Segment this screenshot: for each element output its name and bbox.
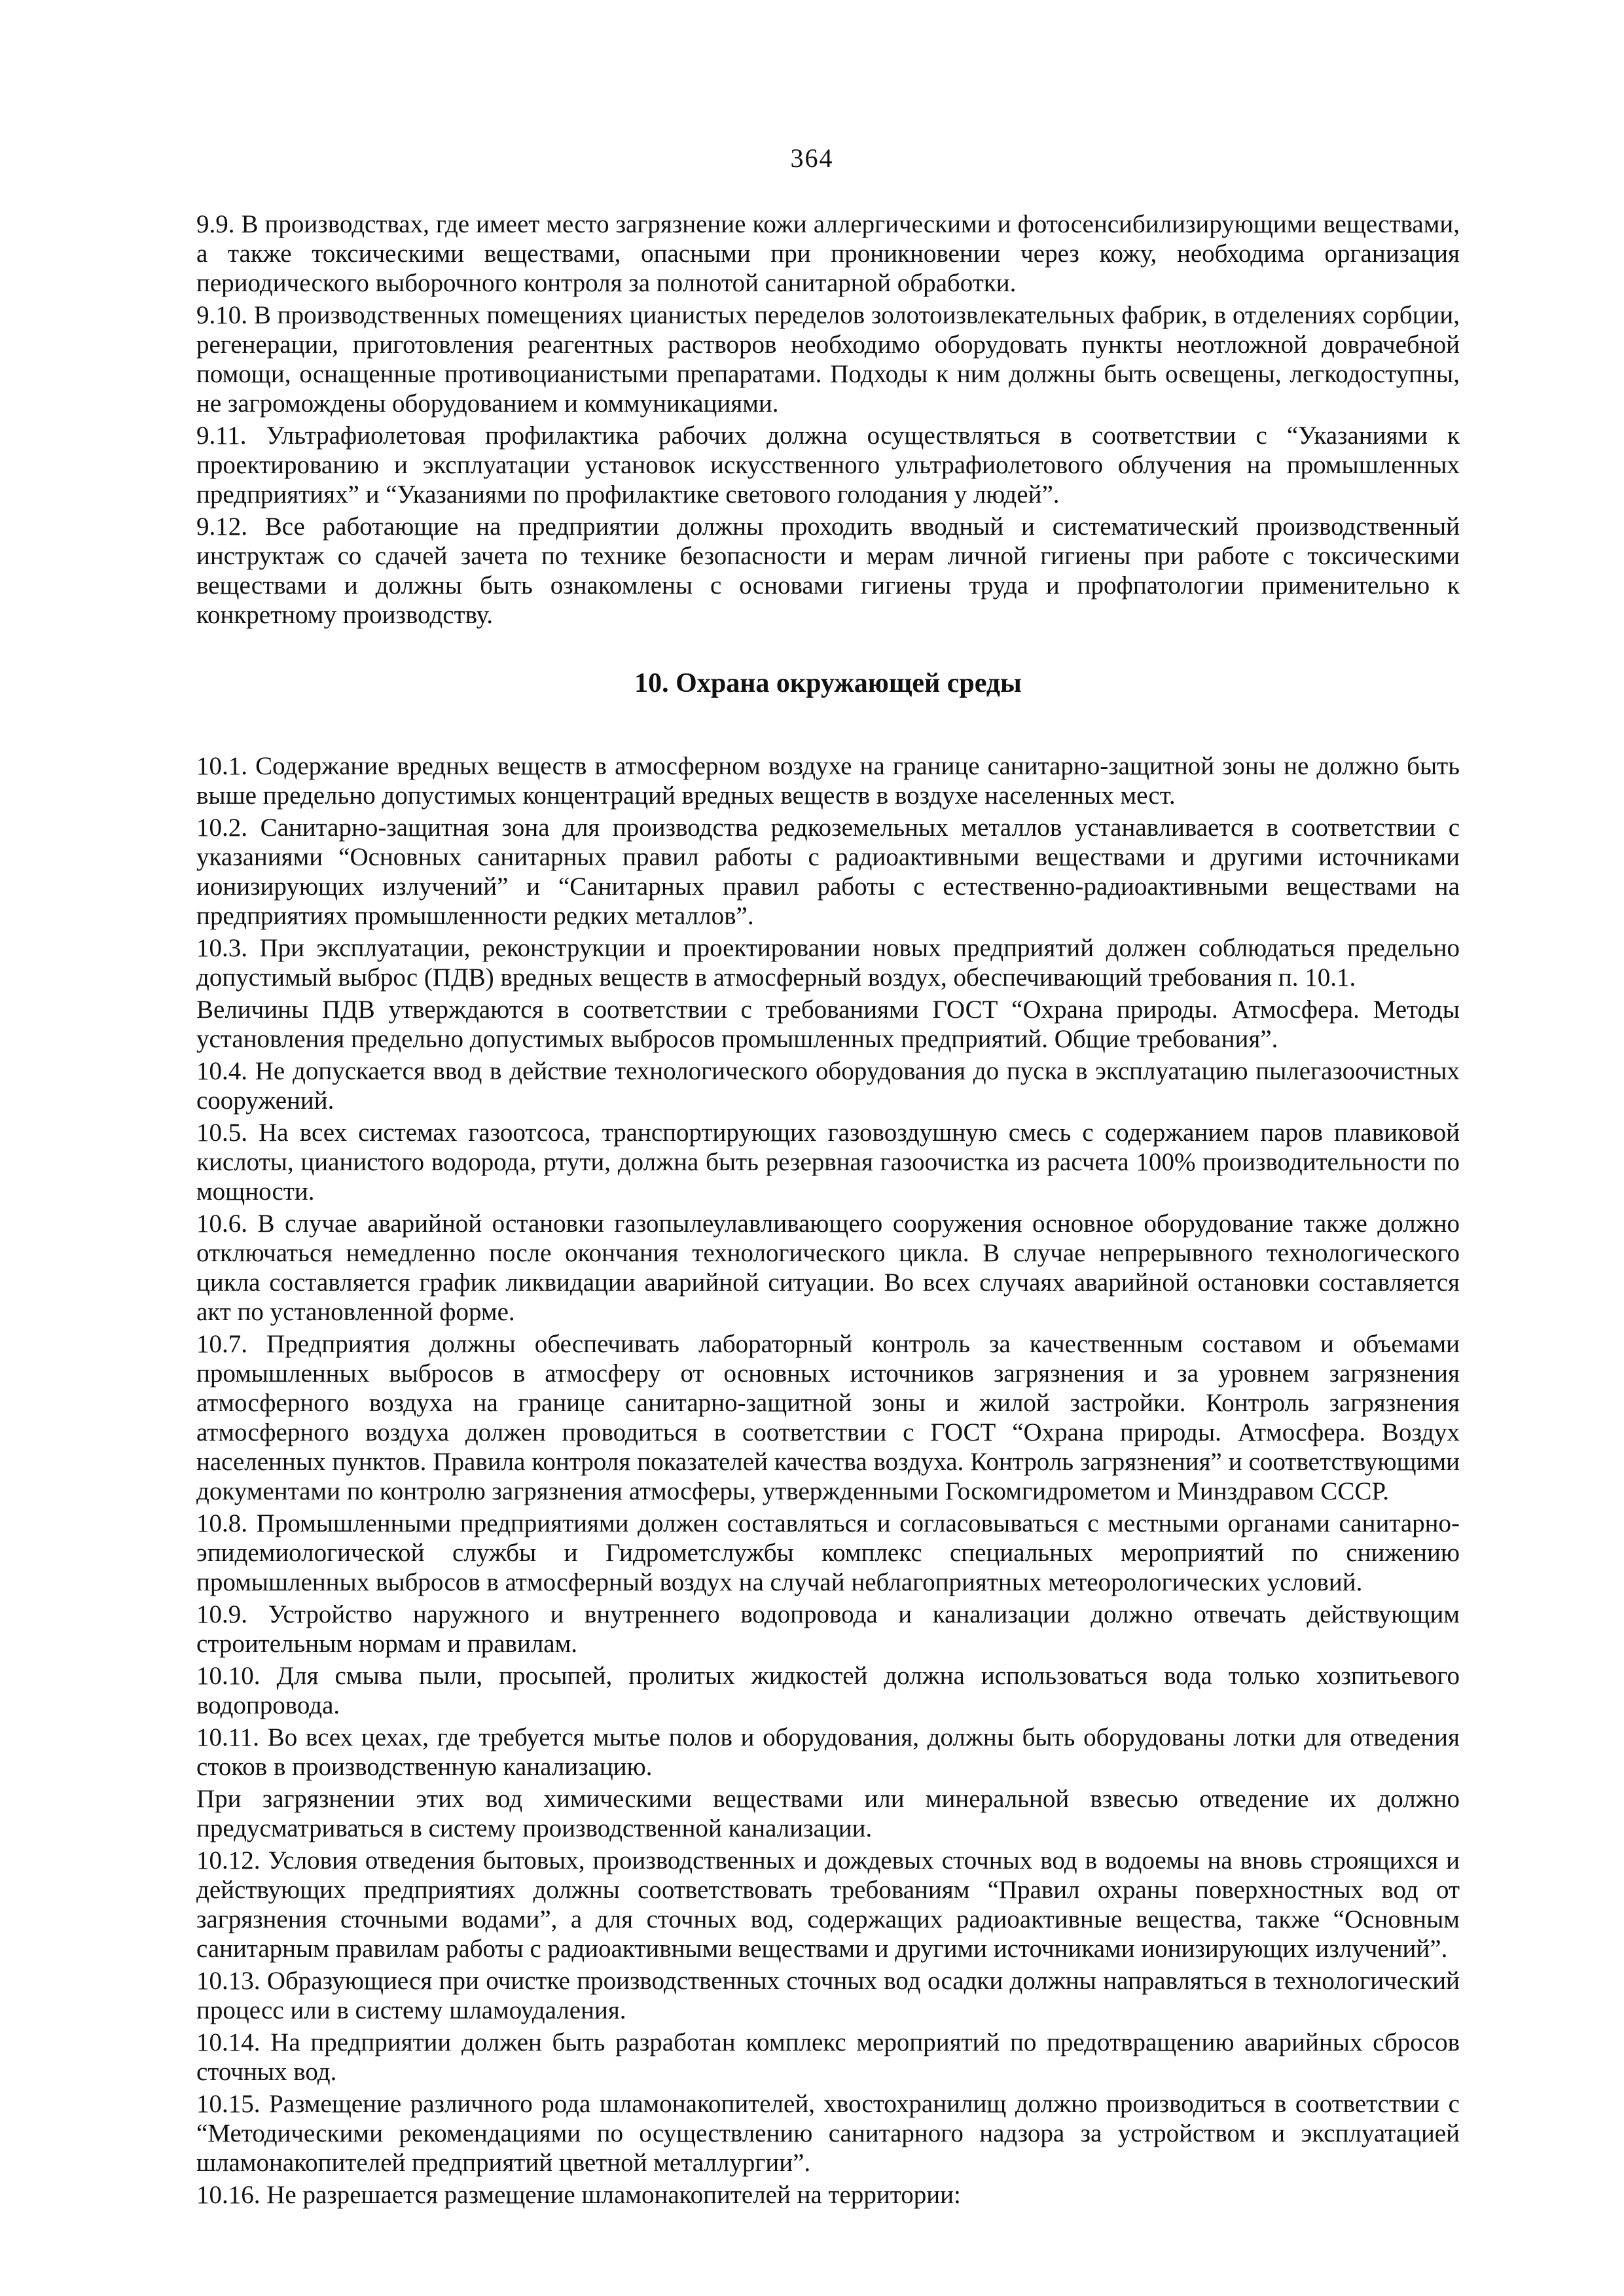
paragraph-10-3-pdv: Величины ПДВ утверждаются в соответствии с требованиями ГОСТ “Охрана природы. Атмосфера. Методы установления предельно допустимых выбросов промышленных предприятий. Общие требования”. — [196, 996, 1460, 1053]
paragraph-10-4: 10.4. Не допускается ввод в действие технологического оборудования до пуска в эксплуатацию пылегазоочистных сооружений. — [196, 1057, 1460, 1115]
paragraph-10-1: 10.1. Содержание вредных веществ в атмосферном воздухе на границе санитарно-защитной зоны не должно быть выше предельно допустимых концентраций вредных веществ в воздухе населенных мест. — [196, 752, 1460, 810]
page-body — [196, 209, 1460, 2212]
paragraph-10-11-pollution: При загрязнении этих вод химическими веществами или минеральной взвесью отведение их должно предусматриваться в систему производственной канализации. — [196, 1785, 1460, 1842]
paragraph-10-14: 10.14. На предприятии должен быть разработан комплекс мероприятий по предотвращению аварийных сбросов сточных вод. — [196, 2028, 1460, 2086]
paragraph-10-13: 10.13. Образующиеся при очистке производственных сточных вод осадки должны направляться в технологический процесс или в систему шламоудаления. — [196, 1967, 1460, 2024]
paragraph-10-12: 10.12. Условия отведения бытовых, производственных и дождевых сточных вод в водоемы на вновь строящихся и действующих предприятиях должны соответствовать требованиям “Правил охраны поверхностных вод от загрязнения сточными водами”, а для сточных вод, содержащих радиоактивные вещества, также “Основным санитарным правилам работы с радиоактивными веществами и другими источниками ионизирующих излучений”. — [196, 1846, 1460, 1963]
paragraph-10-11: 10.11. Во всех цехах, где требуется мытье полов и оборудования, должны быть оборудованы лотки для отведения стоков в производственную канализацию. — [196, 1723, 1460, 1781]
page-number: 364 — [790, 143, 834, 173]
paragraph-10-9: 10.9. Устройство наружного и внутреннего водопровода и канализации должно отвечать действующим строительным нормам и правилам. — [196, 1600, 1460, 1658]
section-heading: 10. Охрана окружающей среды — [634, 668, 1022, 698]
paragraph-10-6: 10.6. В случае аварийной остановки газопылеулавливающего сооружения основное оборудование также должно отключаться немедленно после окончания технологического цикла. В случае непрерывного технологического цикла составляется график ликвидации аварийной ситуации. Во всех случаях аварийной остановки составляется акт по установленной форме. — [196, 1210, 1460, 1326]
paragraph-10-3: 10.3. При эксплуатации, реконструкции и проектировании новых предприятий должен соблюдаться предельно допустимый выброс (ПДВ) вредных веществ в атмосферный воздух, обеспечивающий требования п. 10.1. — [196, 934, 1460, 992]
paragraph-10-16: 10.16. Не разрешается размещение шламонакопителей на территории: — [196, 2181, 961, 2209]
paragraph-10-8: 10.8. Промышленными предприятиями должен составляться и согласовываться с местными органами санитарно-эпидемиологической службы и Гидрометслужбы комплекс специальных мероприятий по снижению промышленных выбросов в атмосферный воздух на случай неблагоприятных метеорологических условий. — [196, 1509, 1460, 1596]
paragraph-10-5: 10.5. На всех системах газоотсоса, транспортирующих газовоздушную смесь с содержанием паров плавиковой кислоты, цианистого водорода, ртути, должна быть резервная газоочистка из расчета 100% производительности по мощности. — [196, 1119, 1460, 1206]
paragraph-9-9: 9.9. В производствах, где имеет место загрязнение кожи аллергическими и фотосенсибилизирующими веществами, а также токсическими веществами, опасными при проникновении через кожу, необходима организация периодического выборочного контроля за полнотой санитарной обработки. — [196, 210, 1460, 297]
paragraph-9-11: 9.11. Ультрафиолетовая профилактика рабочих должна осуществляться в соответствии с “Указаниями к проектированию и эксплуатации установок искусственного ультрафиолетового облучения на промышленных предприятиях” и “Указаниями по профилактике светового голодания у людей”. — [196, 422, 1460, 509]
section-9-tail — [196, 209, 1460, 630]
paragraph-10-15: 10.15. Размещение различного рода шламонакопителей, хвостохранилищ должно производиться в соответствии с “Методическими рекомендациями по осуществлению санитарного надзора за устройством и эксплуатацией шламонакопителей предприятий цветной металлургии”. — [196, 2090, 1460, 2177]
paragraph-9-10: 9.10. В производственных помещениях цианистых переделов золотоизвлекательных фабрик, в отделениях сорбции, регенерации, приготовления реагентных растворов необходимо оборудовать пункты неотложной доврачебной помощи, оснащенные противоцианистыми препаратами. Подходы к ним должны быть освещены, легкодоступны, не загромождены оборудованием и коммуникациями. — [196, 301, 1460, 418]
section-10 — [196, 751, 1460, 2210]
paragraph-10-2: 10.2. Санитарно-защитная зона для производства редкоземельных металлов устанавливается в соответствии с указаниями “Основных санитарных правил работы с радиоактивными веществами и другими источниками ионизирующих излучений” и “Санитарных правил работы с естественно-радиоактивными веществами на предприятиях промышленности редких металлов”. — [196, 814, 1460, 930]
paragraph-10-10: 10.10. Для смыва пыли, просыпей, пролитых жидкостей должна использоваться вода только хозпитьевого водопровода. — [196, 1662, 1460, 1719]
paragraph-9-12: 9.12. Все работающие на предприятии должны проходить вводный и систематический производственный инструктаж со сдачей зачета по технике безопасности и мерам личной гигиены при работе с токсическими веществами и должны быть ознакомлены с основами гигиены труда и профпатологии применительно к конкретному производству. — [196, 512, 1460, 629]
paragraph-10-7: 10.7. Предприятия должны обеспечивать лабораторный контроль за качественным составом и объемами промышленных выбросов в атмосферу от основных источников загрязнения и за уровнем загрязнения атмосферного воздуха на границе санитарно-защитной зоны и жилой застройки. Контроль загрязнения атмосферного воздуха должен проводиться в соответствии с ГОСТ “Охрана природы. Атмосфера. Воздух населенных пунктов. Правила контроля показателей качества воздуха. Контроль загрязнения” и соответствующими документами по контролю загрязнения атмосферы, утвержденными Госкомгидрометом и Минздравом СССР. — [196, 1330, 1460, 1505]
